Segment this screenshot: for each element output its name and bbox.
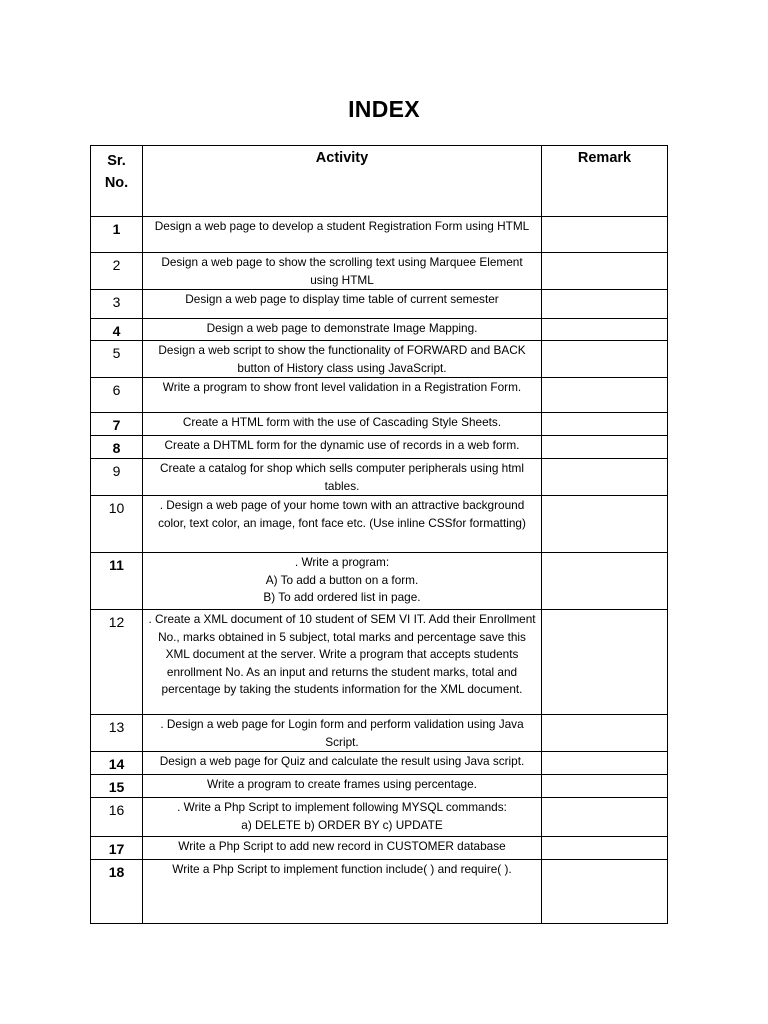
activity-cell: Write a Php Script to add new record in CUSTOMER database <box>143 837 542 860</box>
remark-cell <box>542 610 668 715</box>
table-row <box>91 715 668 752</box>
header-sr-no: Sr. No. <box>91 146 143 217</box>
table-row <box>91 319 668 341</box>
sr-no-cell: 1 <box>91 217 143 253</box>
remark-cell <box>542 860 668 924</box>
table-body <box>91 217 668 924</box>
sr-no-cell: 6 <box>91 378 143 413</box>
activity-cell: . Write a Php Script to implement following MYSQL commands: a) DELETE b) ORDER BY c) UPDATE <box>143 798 542 837</box>
activity-cell: . Design a web page of your home town with an attractive background color, text color, an image, font face etc. (Use inline CSSfor formatting) <box>143 496 542 553</box>
sr-no-cell: 10 <box>91 496 143 553</box>
sr-no-cell: 2 <box>91 253 143 290</box>
sr-no-cell: 8 <box>91 436 143 459</box>
table-row <box>91 341 668 378</box>
activity-cell: Design a web page to show the scrolling text using Marquee Element using HTML <box>143 253 542 290</box>
sr-no-cell: 18 <box>91 860 143 924</box>
page-title: INDEX <box>348 96 420 122</box>
activity-cell: Design a web page for Quiz and calculate the result using Java script. <box>143 752 542 775</box>
table-row <box>91 610 668 715</box>
activity-cell: . Create a XML document of 10 student of SEM VI IT. Add their Enrollment No., marks obtained in 5 subject, total marks and percentage save this XML document at the server. Write a program that accepts students enrollment No. As an input and returns the student marks, total and percentage by taking the students information for the XML document. <box>143 610 542 715</box>
table-row <box>91 459 668 496</box>
remark-cell <box>542 553 668 610</box>
activity-cell: Design a web page to develop a student Registration Form using HTML <box>143 217 542 253</box>
table-row <box>91 752 668 775</box>
table-row <box>91 798 668 837</box>
header-activity: Activity <box>143 146 542 217</box>
table-row <box>91 553 668 610</box>
activity-cell: Write a Php Script to implement function include( ) and require( ). <box>143 860 542 924</box>
activity-cell: Write a program to create frames using percentage. <box>143 775 542 798</box>
table-row <box>91 496 668 553</box>
table-row <box>91 253 668 290</box>
activity-cell: Create a DHTML form for the dynamic use of records in a web form. <box>143 436 542 459</box>
sr-no-cell: 15 <box>91 775 143 798</box>
table-row <box>91 436 668 459</box>
sr-no-cell: 3 <box>91 290 143 319</box>
activity-cell: Design a web page to demonstrate Image Mapping. <box>143 319 542 341</box>
table-row <box>91 290 668 319</box>
activity-cell: . Write a program: A) To add a button on a form. B) To add ordered list in page. <box>143 553 542 610</box>
remark-cell <box>542 798 668 837</box>
table-row <box>91 837 668 860</box>
table-row <box>91 378 668 413</box>
remark-cell <box>542 775 668 798</box>
activity-cell: Design a web script to show the functionality of FORWARD and BACK button of History class using JavaScript. <box>143 341 542 378</box>
remark-cell <box>542 837 668 860</box>
remark-cell <box>542 459 668 496</box>
activity-cell: Design a web page to display time table of current semester <box>143 290 542 319</box>
table-row <box>91 860 668 924</box>
sr-no-cell: 4 <box>91 319 143 341</box>
remark-cell <box>542 290 668 319</box>
remark-cell <box>542 413 668 436</box>
activity-cell: Write a program to show front level validation in a Registration Form. <box>143 378 542 413</box>
remark-cell <box>542 341 668 378</box>
remark-cell <box>542 752 668 775</box>
table-row <box>91 775 668 798</box>
remark-cell <box>542 496 668 553</box>
sr-no-cell: 12 <box>91 610 143 715</box>
remark-cell <box>542 253 668 290</box>
sr-no-cell: 11 <box>91 553 143 610</box>
remark-cell <box>542 715 668 752</box>
activity-cell: . Design a web page for Login form and perform validation using Java Script. <box>143 715 542 752</box>
header-remark: Remark <box>542 146 668 217</box>
sr-no-cell: 7 <box>91 413 143 436</box>
table-row <box>91 413 668 436</box>
remark-cell <box>542 378 668 413</box>
sr-no-cell: 16 <box>91 798 143 837</box>
activity-cell: Create a HTML form with the use of Cascading Style Sheets. <box>143 413 542 436</box>
table-row <box>91 217 668 253</box>
activity-cell: Create a catalog for shop which sells computer peripherals using html tables. <box>143 459 542 496</box>
sr-no-cell: 9 <box>91 459 143 496</box>
sr-no-cell: 13 <box>91 715 143 752</box>
sr-no-cell: 17 <box>91 837 143 860</box>
sr-no-cell: 5 <box>91 341 143 378</box>
index-table <box>90 145 668 924</box>
sr-no-cell: 14 <box>91 752 143 775</box>
table-header-row <box>91 146 668 217</box>
remark-cell <box>542 319 668 341</box>
remark-cell <box>542 217 668 253</box>
remark-cell <box>542 436 668 459</box>
